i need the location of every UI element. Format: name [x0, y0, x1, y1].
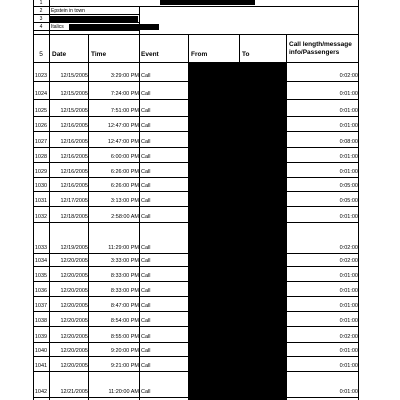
event-cell: Call	[141, 348, 151, 354]
header-row-value: Italics	[51, 24, 64, 30]
time-cell: 11:20:00 AM	[108, 389, 139, 395]
table-row	[33, 371, 359, 397]
grid-line	[33, 34, 359, 35]
date-cell: 12/16/2005	[60, 169, 88, 175]
call-log-spreadsheet	[33, 0, 359, 400]
table-row	[33, 281, 359, 296]
row-number-cell: 1042	[34, 389, 48, 395]
date-cell: 12/19/2005	[60, 245, 88, 251]
header-row-number: 2	[39, 8, 43, 14]
time-cell: 12:47:00 PM	[107, 123, 139, 129]
row-number-cell: 1040	[34, 348, 48, 354]
column-header-to: To	[242, 51, 250, 58]
redaction-block	[160, 0, 255, 5]
table-row	[33, 131, 359, 147]
column-header-row-number: 5	[39, 51, 43, 58]
grid-line	[49, 0, 50, 34]
time-cell: 6:26:00 PM	[110, 169, 139, 175]
call-length-cell: 0:05:00	[339, 183, 358, 189]
table-row	[33, 266, 359, 281]
grid-line	[239, 34, 240, 62]
call-length-cell: 0:01:00	[339, 214, 358, 220]
table-row	[33, 222, 359, 253]
time-cell: 3:29:00 PM	[110, 73, 139, 79]
time-cell: 12:47:00 PM	[107, 139, 139, 145]
row-number-cell: 1023	[34, 73, 48, 79]
date-cell: 12/16/2005	[60, 183, 88, 189]
grid-line	[33, 6, 359, 7]
date-cell: 12/20/2005	[60, 273, 88, 279]
row-number-cell: 1038	[34, 318, 48, 324]
event-cell: Call	[141, 334, 151, 340]
event-cell: Call	[141, 73, 151, 79]
row-number-cell: 1024	[34, 91, 48, 97]
date-cell: 12/15/2005	[60, 73, 88, 79]
event-cell: Call	[141, 198, 151, 204]
event-cell: Call	[141, 123, 151, 129]
call-length-cell: 0:02:00	[339, 258, 358, 264]
event-cell: Call	[141, 91, 151, 97]
row-number-cell: 1028	[34, 154, 48, 160]
date-cell: 12/20/2005	[60, 318, 88, 324]
call-length-cell: 0:01:00	[339, 108, 358, 114]
grid-line	[286, 81, 359, 82]
event-cell: Call	[141, 389, 151, 395]
date-cell: 12/15/2005	[60, 91, 88, 97]
table-row	[33, 206, 359, 222]
grid-line	[286, 397, 359, 398]
row-number-cell: 1036	[34, 288, 48, 294]
header-row-number: 1	[39, 0, 43, 6]
grid-line	[139, 6, 140, 34]
column-header-row	[33, 34, 359, 62]
table-row	[33, 99, 359, 116]
time-cell: 11:29:00 PM	[108, 245, 139, 251]
call-length-cell: 0:01:00	[339, 303, 358, 309]
table-row	[33, 342, 359, 356]
row-number-cell: 1035	[34, 273, 48, 279]
row-number-cell: 1029	[34, 169, 48, 175]
call-length-cell: 0:05:00	[339, 198, 358, 204]
table-row	[33, 86, 359, 99]
row-number-cell: 1031	[34, 198, 48, 204]
date-cell: 12/20/2005	[60, 363, 88, 369]
event-cell: Call	[141, 363, 151, 369]
row-number-cell: 1033	[34, 245, 48, 251]
time-cell: 6:00:00 PM	[110, 154, 139, 160]
column-header-from: From	[191, 51, 208, 58]
time-cell: 8:55:00 PM	[110, 334, 139, 340]
call-length-cell: 0:01:00	[339, 318, 358, 324]
time-cell: 9:20:00 PM	[110, 348, 139, 354]
call-length-cell: 0:01:00	[339, 91, 358, 97]
call-length-cell: 0:02:00	[339, 245, 358, 251]
event-cell: Call	[141, 245, 151, 251]
time-cell: 8:54:00 PM	[110, 318, 139, 324]
call-length-cell: 0:01:00	[339, 363, 358, 369]
date-cell: 12/16/2005	[60, 154, 88, 160]
time-cell: 8:47:00 PM	[110, 303, 139, 309]
table-row	[33, 253, 359, 266]
date-cell: 12/20/2005	[60, 288, 88, 294]
date-cell: 12/17/2005	[60, 198, 88, 204]
date-cell: 12/20/2005	[60, 334, 88, 340]
date-cell: 12/15/2005	[60, 108, 88, 114]
date-cell: 12/20/2005	[60, 258, 88, 264]
date-cell: 12/16/2005	[60, 139, 88, 145]
call-length-cell: 0:01:00	[339, 154, 358, 160]
event-cell: Call	[141, 303, 151, 309]
time-cell: 6:26:00 PM	[110, 183, 139, 189]
row-number-cell: 1037	[34, 303, 48, 309]
time-cell: 9:21:00 PM	[110, 363, 139, 369]
time-cell: 3:13:00 PM	[110, 198, 139, 204]
table-row	[33, 162, 359, 177]
row-number-cell: 1032	[34, 214, 48, 220]
row-number-cell: 1034	[34, 258, 48, 264]
header-row-number: 4	[39, 24, 43, 30]
call-length-cell: 0:02:00	[339, 73, 358, 79]
column-header-length: Call length/message info/Passengers	[289, 41, 352, 56]
event-cell: Call	[141, 214, 151, 220]
call-length-cell: 0:01:00	[339, 123, 358, 129]
table-row	[33, 116, 359, 131]
table-row	[33, 177, 359, 191]
table-row	[33, 62, 359, 81]
table-row	[33, 311, 359, 326]
call-length-cell: 0:01:00	[339, 389, 358, 395]
row-number-cell: 1025	[34, 108, 48, 114]
call-length-cell: 0:02:00	[339, 334, 358, 340]
table-row	[33, 326, 359, 342]
header-row-value: Epstein in town	[51, 8, 85, 14]
row-number-cell: 1027	[34, 139, 48, 145]
grid-line	[33, 81, 189, 82]
header-row-number: 3	[39, 16, 43, 22]
column-header-date: Date	[52, 51, 67, 58]
time-cell: 2:58:00 AM	[111, 214, 139, 220]
date-cell: 12/18/2005	[60, 214, 88, 220]
date-cell: 12/20/2005	[60, 348, 88, 354]
event-cell: Call	[141, 154, 151, 160]
table-row	[33, 147, 359, 162]
time-cell: 8:33:00 PM	[110, 288, 139, 294]
call-length-cell: 0:01:00	[339, 348, 358, 354]
grid-line	[33, 397, 189, 398]
table-row	[33, 356, 359, 371]
row-number-cell: 1030	[34, 183, 48, 189]
call-length-cell: 0:01:00	[339, 273, 358, 279]
event-cell: Call	[141, 183, 151, 189]
date-cell: 12/21/2005	[60, 389, 88, 395]
row-number-cell: 1039	[34, 334, 48, 340]
call-length-cell: 0:01:00	[339, 288, 358, 294]
column-header-event: Event	[141, 51, 159, 58]
event-cell: Call	[141, 169, 151, 175]
row-number-cell: 1041	[34, 363, 48, 369]
table-row	[33, 191, 359, 206]
event-cell: Call	[141, 273, 151, 279]
time-cell: 8:33:00 PM	[110, 273, 139, 279]
time-cell: 7:51:00 PM	[110, 108, 139, 114]
table-row	[33, 296, 359, 311]
row-number-cell: 1026	[34, 123, 48, 129]
time-cell: 3:33:00 PM	[110, 258, 139, 264]
event-cell: Call	[141, 139, 151, 145]
column-header-time: Time	[91, 51, 107, 58]
event-cell: Call	[141, 318, 151, 324]
date-cell: 12/16/2005	[60, 123, 88, 129]
date-cell: 12/20/2005	[60, 303, 88, 309]
call-length-cell: 0:08:00	[339, 139, 358, 145]
event-cell: Call	[141, 258, 151, 264]
time-cell: 7:24:00 PM	[110, 91, 139, 97]
event-cell: Call	[141, 288, 151, 294]
call-length-cell: 0:01:00	[339, 169, 358, 175]
event-cell: Call	[141, 108, 151, 114]
